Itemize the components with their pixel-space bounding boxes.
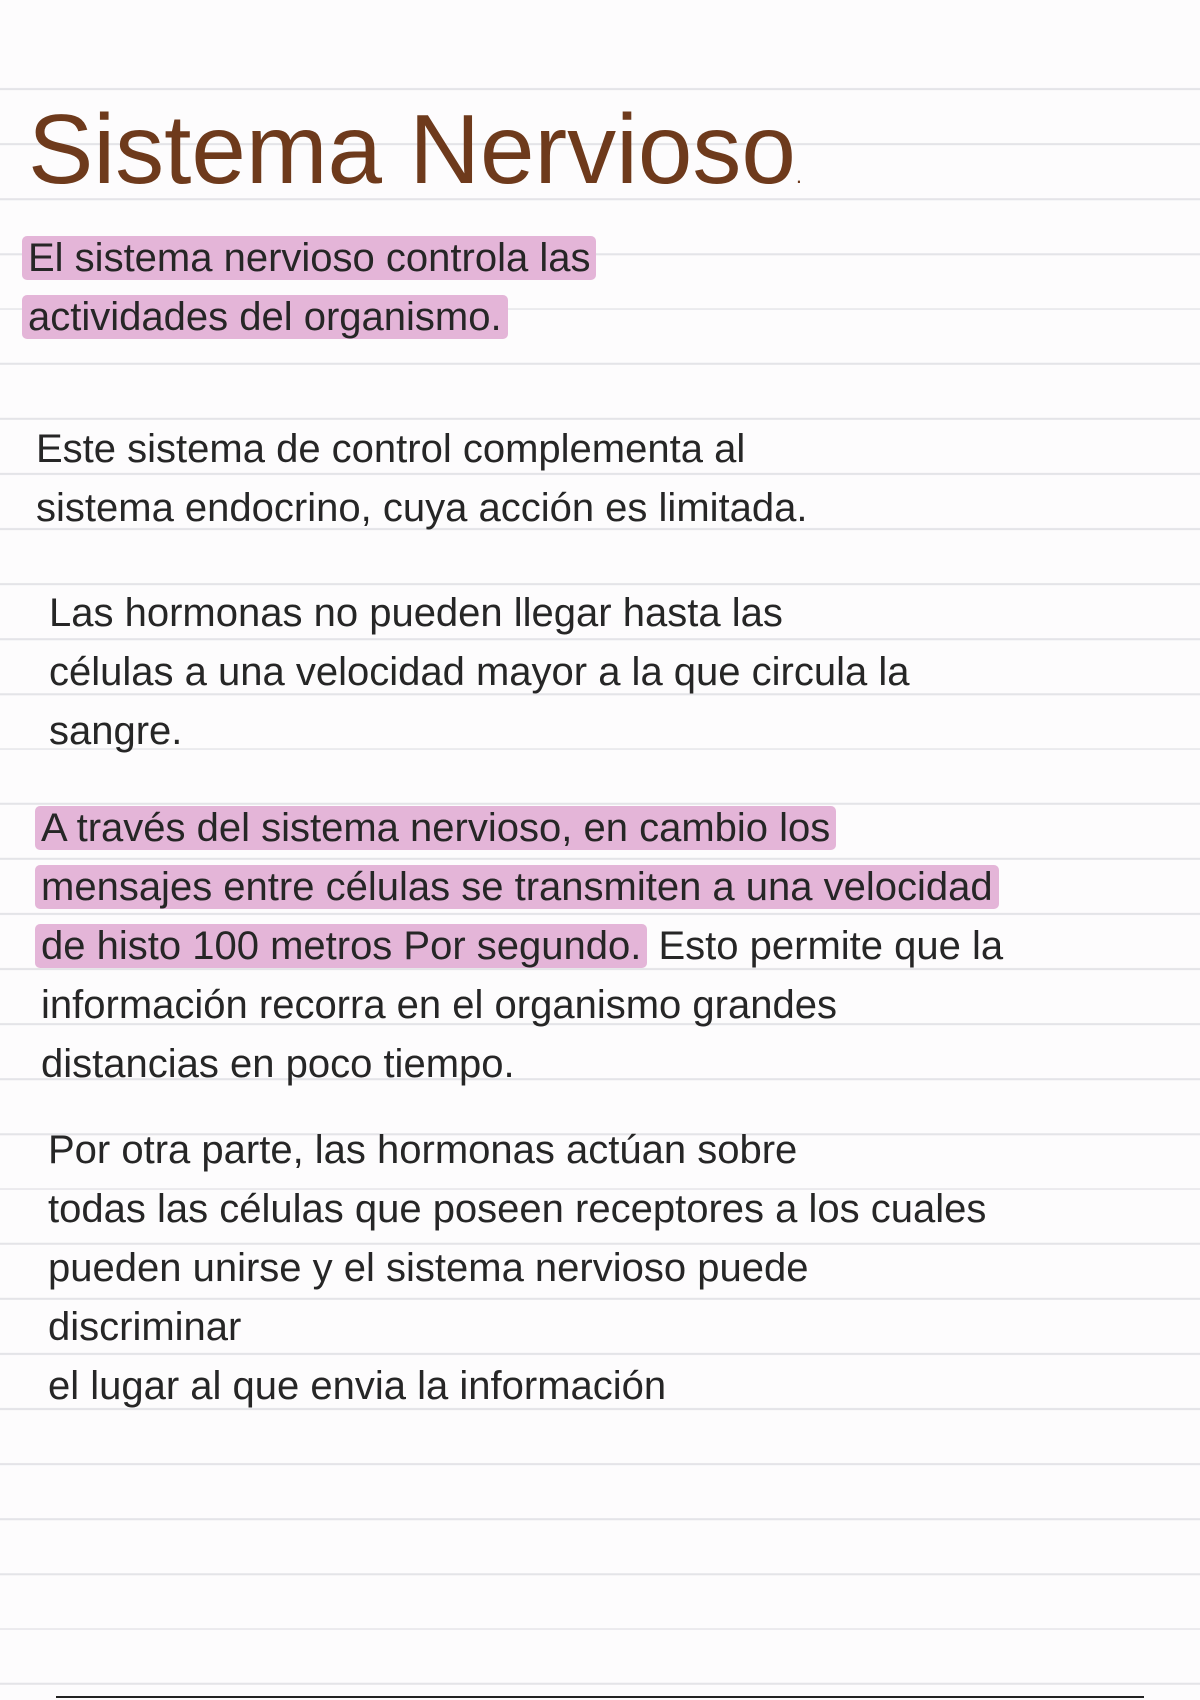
paragraph-line: células a una velocidad mayor a la que circula la [49,650,910,694]
paragraph-line: información recorra en el organismo grandes [41,983,837,1027]
paragraph-line [41,858,1003,917]
paragraph-5 [48,1121,986,1416]
paragraph-line: Las hormonas no pueden llegar hasta las [49,591,783,635]
highlighted-text: El sistema nervioso controla las [22,236,596,280]
paragraph-line: todas las células que poseen receptores a los cuales [48,1187,987,1231]
paragraph-line: sistema endocrino, cuya acción es limitada. [36,486,808,530]
paragraph-4 [41,799,1003,1094]
paragraph-line: sangre. [49,709,183,753]
paragraph-line [28,288,596,347]
page-title [28,94,803,204]
paragraph-line: discriminar [48,1305,242,1349]
title-period: . [795,163,803,188]
paragraph-line [41,917,1003,976]
paragraph-line [41,799,1003,858]
bottom-divider [56,1696,1144,1698]
highlighted-text: A través del sistema nervioso, en cambio los [35,806,836,850]
paragraph-line [28,229,596,288]
highlighted-text: mensajes entre células se transmiten a una velocidad [35,865,999,909]
paragraph-line: pueden unirse y el sistema nervioso puede [48,1246,809,1290]
paragraph-line: distancias en poco tiempo. [41,1042,515,1086]
plain-text: Esto permite que la [647,924,1004,968]
paragraph-line: el lugar al que envia la información [48,1364,667,1408]
paragraph-1 [28,229,596,347]
highlighted-text: de histo 100 metros Por segundo. [35,924,647,968]
paragraph-3 [49,584,910,761]
paragraph-line: Por otra parte, las hormonas actúan sobre [48,1128,798,1172]
paragraph-line: Este sistema de control complementa al [36,427,746,471]
title-text: Sistema Nervioso [28,94,796,204]
highlighted-text: actividades del organismo. [22,295,508,339]
paragraph-2 [36,420,807,538]
